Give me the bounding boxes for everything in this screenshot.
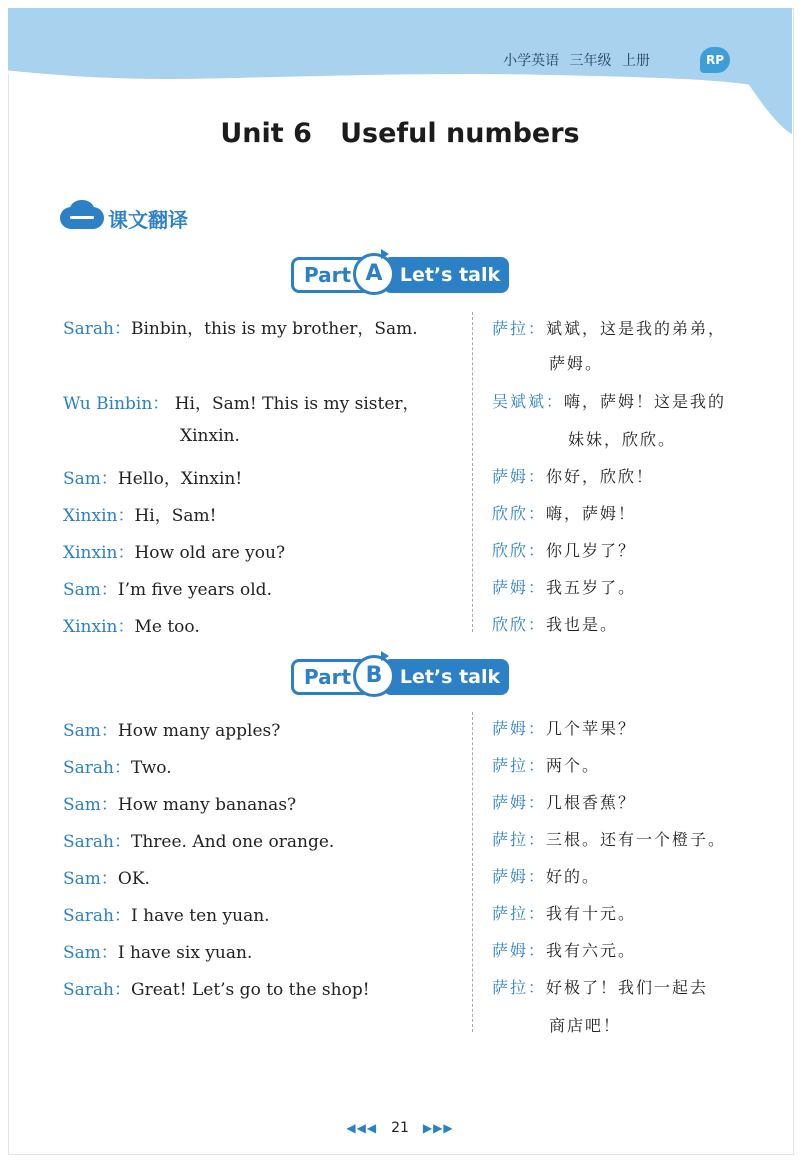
line-text: 我有六元。 bbox=[546, 941, 637, 960]
part-a-badge bbox=[291, 253, 513, 293]
line-text: I have six yuan. bbox=[117, 943, 253, 963]
speaker: 萨拉： bbox=[492, 830, 547, 849]
line-text: How many bananas? bbox=[117, 795, 297, 815]
speaker: Sam： bbox=[63, 721, 118, 741]
dialog-b-zh-line-1 bbox=[492, 716, 636, 739]
line-text: 斌斌，这是我的弟弟， bbox=[546, 319, 727, 338]
line-text: 几根香蕉？ bbox=[546, 793, 637, 812]
dialog-a-en-line-6 bbox=[63, 575, 272, 600]
dialog-b-en-line-8 bbox=[63, 975, 370, 1000]
rp-badge: RP bbox=[700, 47, 730, 73]
line-text: Hello，Xinxin! bbox=[117, 469, 243, 489]
speaker: 萨拉： bbox=[492, 756, 547, 775]
speaker: Sarah： bbox=[63, 980, 131, 1000]
column-divider-b bbox=[472, 712, 473, 1032]
speaker: 吴斌斌： bbox=[492, 392, 565, 411]
dialog-b-en-line-2 bbox=[63, 753, 172, 778]
dialog-b-zh-line-7 bbox=[492, 938, 636, 961]
line-text: 你好，欣欣！ bbox=[546, 467, 655, 486]
speaker: 欣欣： bbox=[492, 615, 547, 634]
speaker: Sarah： bbox=[63, 832, 131, 852]
line-text: Hi，Sam! This is my sister， bbox=[169, 394, 420, 414]
next-arrows-icon: ▶▶▶ bbox=[422, 1121, 454, 1135]
dialog-b-en-line-4 bbox=[63, 827, 334, 852]
line-text: 嗨，萨姆！这是我的 bbox=[564, 392, 727, 411]
speaker: Xinxin： bbox=[63, 543, 135, 563]
dialog-a-zh-line-5 bbox=[492, 538, 636, 561]
speaker: 萨姆： bbox=[492, 867, 547, 886]
section-label: 课文翻译 bbox=[108, 208, 188, 232]
line-text: Binbin，this is my brother，Sam. bbox=[131, 319, 418, 339]
line-text: How many apples? bbox=[117, 721, 281, 741]
dialog-a-zh-line-2 bbox=[492, 389, 726, 412]
line-text: Three. And one orange. bbox=[131, 832, 335, 852]
dialog-a-en-line-1 bbox=[63, 314, 418, 339]
line-text: OK. bbox=[117, 869, 150, 889]
section-number-icon bbox=[60, 207, 104, 229]
line-text: Me too. bbox=[134, 617, 200, 637]
dialog-a-en-line-4 bbox=[63, 501, 216, 526]
dialog-a-zh-line-2-cont: 妹妹，欣欣。 bbox=[568, 430, 677, 449]
speaker: 萨拉： bbox=[492, 978, 547, 997]
line-text: 几个苹果？ bbox=[546, 719, 637, 738]
speaker: 萨拉： bbox=[492, 319, 547, 338]
page-number: 21 bbox=[391, 1120, 409, 1136]
part-b-part-label: Part bbox=[291, 659, 371, 695]
dialog-a-zh-line-3 bbox=[492, 464, 654, 487]
speaker: 萨姆： bbox=[492, 467, 547, 486]
speaker: Sam： bbox=[63, 469, 118, 489]
speaker: 萨姆： bbox=[492, 941, 547, 960]
line-text: 好极了！我们一起去 bbox=[546, 978, 709, 997]
line-text: 两个。 bbox=[546, 756, 601, 775]
part-a-letter: A bbox=[353, 253, 395, 295]
line-text: 好的。 bbox=[546, 867, 601, 886]
dialog-b-zh-line-2 bbox=[492, 753, 600, 776]
line-text: Hi，Sam! bbox=[134, 506, 217, 526]
line-text: 我有十元。 bbox=[546, 904, 637, 923]
dialog-a-en-line-2 bbox=[63, 389, 420, 414]
dialog-b-zh-line-8-cont: 商店吧！ bbox=[549, 1016, 622, 1035]
dialog-b-zh-line-4 bbox=[492, 827, 726, 850]
speaker: Sarah： bbox=[63, 906, 131, 926]
dialog-b-zh-line-8 bbox=[492, 975, 708, 998]
dialog-b-zh-line-6 bbox=[492, 901, 636, 924]
dialog-a-en-line-2-cont: Xinxin. bbox=[180, 426, 240, 446]
line-text: 三根。还有一个橙子。 bbox=[546, 830, 727, 849]
dialog-a-en-line-7 bbox=[63, 612, 200, 637]
page-title: Unit 6 Useful numbers bbox=[220, 118, 580, 149]
dialog-b-en-line-5 bbox=[63, 864, 150, 889]
dialog-a-zh-line-4 bbox=[492, 501, 636, 524]
dialog-b-en-line-7 bbox=[63, 938, 252, 963]
speaker: Sam： bbox=[63, 580, 118, 600]
dialog-a-en-line-3 bbox=[63, 464, 242, 489]
speaker: Sam： bbox=[63, 943, 118, 963]
dialog-b-en-line-3 bbox=[63, 790, 296, 815]
speaker: Sarah： bbox=[63, 758, 131, 778]
speaker: Sam： bbox=[63, 795, 118, 815]
part-b-badge bbox=[291, 655, 513, 695]
line-text: 嗨，萨姆！ bbox=[546, 504, 637, 523]
speaker: 萨姆： bbox=[492, 793, 547, 812]
part-a-talk-label: Let’s talk bbox=[383, 257, 509, 293]
line-text: 你几岁了？ bbox=[546, 541, 637, 560]
line-text: Two. bbox=[131, 758, 172, 778]
dialog-b-en-line-6 bbox=[63, 901, 270, 926]
speaker: Sarah： bbox=[63, 319, 131, 339]
speaker: 萨姆： bbox=[492, 578, 547, 597]
speaker: Wu Binbin： bbox=[63, 394, 170, 414]
dialog-b-zh-line-3 bbox=[492, 790, 636, 813]
book-label: 小学英语 三年级 上册 bbox=[503, 53, 650, 69]
page-footer bbox=[0, 1120, 800, 1136]
arrow-icon bbox=[381, 249, 389, 259]
column-divider-a bbox=[472, 312, 473, 632]
line-text: 我也是。 bbox=[546, 615, 619, 634]
speaker: 欣欣： bbox=[492, 504, 547, 523]
dialog-a-zh-line-7 bbox=[492, 612, 618, 635]
speaker: Xinxin： bbox=[63, 617, 135, 637]
speaker: Xinxin： bbox=[63, 506, 135, 526]
speaker: 萨姆： bbox=[492, 719, 547, 738]
arrow-icon bbox=[381, 651, 389, 661]
dialog-a-zh-line-1 bbox=[492, 316, 726, 339]
line-text: 我五岁了。 bbox=[546, 578, 637, 597]
line-text: I have ten yuan. bbox=[131, 906, 270, 926]
speaker: 欣欣： bbox=[492, 541, 547, 560]
dialog-a-zh-line-6 bbox=[492, 575, 636, 598]
part-a-part-label: Part bbox=[291, 257, 371, 293]
dialog-b-zh-line-5 bbox=[492, 864, 600, 887]
dialog-b-en-line-1 bbox=[63, 716, 280, 741]
dialog-a-en-line-5 bbox=[63, 538, 285, 563]
line-text: Great! Let’s go to the shop! bbox=[131, 980, 370, 1000]
dialog-a-zh-line-1-cont: 萨姆。 bbox=[549, 354, 604, 373]
line-text: I’m five years old. bbox=[117, 580, 272, 600]
line-text: How old are you? bbox=[134, 543, 286, 563]
prev-arrows-icon: ◀◀◀ bbox=[346, 1121, 378, 1135]
part-b-letter: B bbox=[353, 655, 395, 697]
speaker: 萨拉： bbox=[492, 904, 547, 923]
speaker: Sam： bbox=[63, 869, 118, 889]
part-b-talk-label: Let’s talk bbox=[383, 659, 509, 695]
